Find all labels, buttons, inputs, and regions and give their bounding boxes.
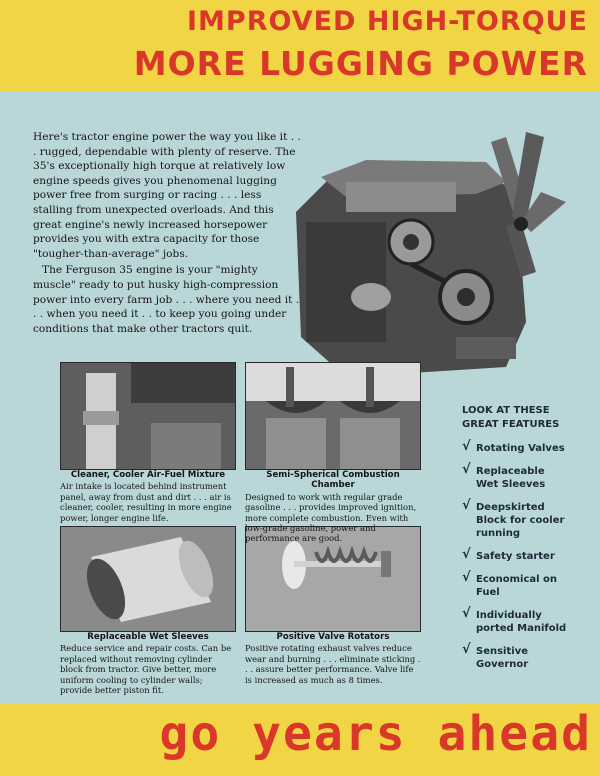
feature-line1: Individually	[476, 610, 542, 621]
feature-line1: Economical on	[476, 574, 558, 585]
air-intake-photo	[60, 362, 236, 470]
feature-item	[462, 498, 592, 540]
caption-text: Designed to work with regular grade gasoline . . . provides improved ignition, more complete combustion. Even with low-grade gasoline, power and performance are good.	[245, 491, 417, 544]
checkmark-icon: √	[462, 606, 471, 621]
intro-paragraph-1: Here's tractor engine power the way you like it . . . rugged, dependable with plenty of reserve. The 35's exceptionally high torque at relatively low engine speeds gives you phenomenal lugging power free from surging or racing . . . less stalling from unexpected overloads. And this great engine's newly increased horsepower provides you with extra capacity for those "tougher-than-average" jobs.	[33, 131, 301, 260]
features-title-line2: GREAT FEATURES	[462, 419, 560, 430]
engine-photo	[276, 122, 576, 382]
feature-item	[462, 570, 592, 599]
wet-sleeve-photo	[60, 526, 236, 632]
feature-line1: Sensitive	[476, 646, 528, 657]
caption-title: Semi-Spherical Combustion Chamber	[266, 470, 400, 491]
feature-item	[462, 547, 592, 563]
checkmark-icon: √	[462, 642, 471, 657]
intro-text	[33, 130, 301, 338]
caption-text: Air intake is located behind instrument panel, away from dust and dirt . . . air is cleaner, cooler, resulting in more engine power, longer engine life.	[60, 481, 232, 523]
checkmark-icon: √	[462, 462, 471, 477]
checkmark-icon: √	[462, 547, 471, 562]
features-title-line1: LOOK AT THESE	[462, 405, 550, 416]
feature-item	[462, 462, 592, 491]
feature-line1: Deepskirted	[476, 502, 545, 513]
caption-text: Positive rotating exhaust valves reduce wear and burning . . . eliminate sticking . . . assure better performance. Valve life is increased as much as 8 times.	[245, 643, 421, 685]
feature-line1: Replaceable	[476, 466, 545, 477]
caption-text: Reduce service and repair costs. Can be replaced without removing cylinder block from tractor. Give better, more uniform cooling to cylinder walls; provide better piston fit.	[60, 643, 232, 696]
caption-wet-sleeves	[60, 632, 236, 695]
feature-line1: Safety starter	[476, 551, 555, 562]
intro-paragraph-2: The Ferguson 35 engine is your "mighty muscle" ready to put husky high-compression power into every farm job . . . where you need it . . . when you need it . . to keep you going under conditions that make other tractors quit.	[33, 264, 300, 335]
caption-title: Positive Valve Rotators	[276, 632, 390, 642]
feature-line2: Fuel	[476, 587, 500, 598]
footer-tagline: go years ahead	[159, 706, 592, 762]
caption-title: Cleaner, Cooler Air-Fuel Mixture	[70, 470, 226, 480]
headline-line1: IMPROVED HIGH-TORQUE	[187, 6, 588, 37]
checkmark-icon: √	[462, 570, 471, 585]
caption-air-fuel	[60, 470, 236, 523]
feature-item	[462, 439, 592, 455]
features-title	[462, 404, 592, 432]
feature-line2: ported Manifold	[476, 623, 567, 634]
feature-line2: Wet Sleeves	[476, 479, 546, 490]
feature-line2: Governor	[476, 659, 529, 670]
caption-combustion	[245, 470, 421, 544]
feature-line2: Block for cooler running	[476, 515, 565, 539]
checkmark-icon: √	[462, 498, 471, 513]
checkmark-icon: √	[462, 439, 471, 454]
caption-title: Replaceable Wet Sleeves	[87, 632, 209, 642]
feature-item	[462, 642, 592, 671]
combustion-chamber-photo	[245, 362, 421, 470]
features-list	[462, 404, 592, 681]
feature-item	[462, 606, 592, 635]
headline-line2: MORE LUGGING POWER	[133, 44, 588, 83]
caption-valve-rotators	[245, 632, 421, 685]
feature-line1: Rotating Valves	[476, 443, 565, 454]
